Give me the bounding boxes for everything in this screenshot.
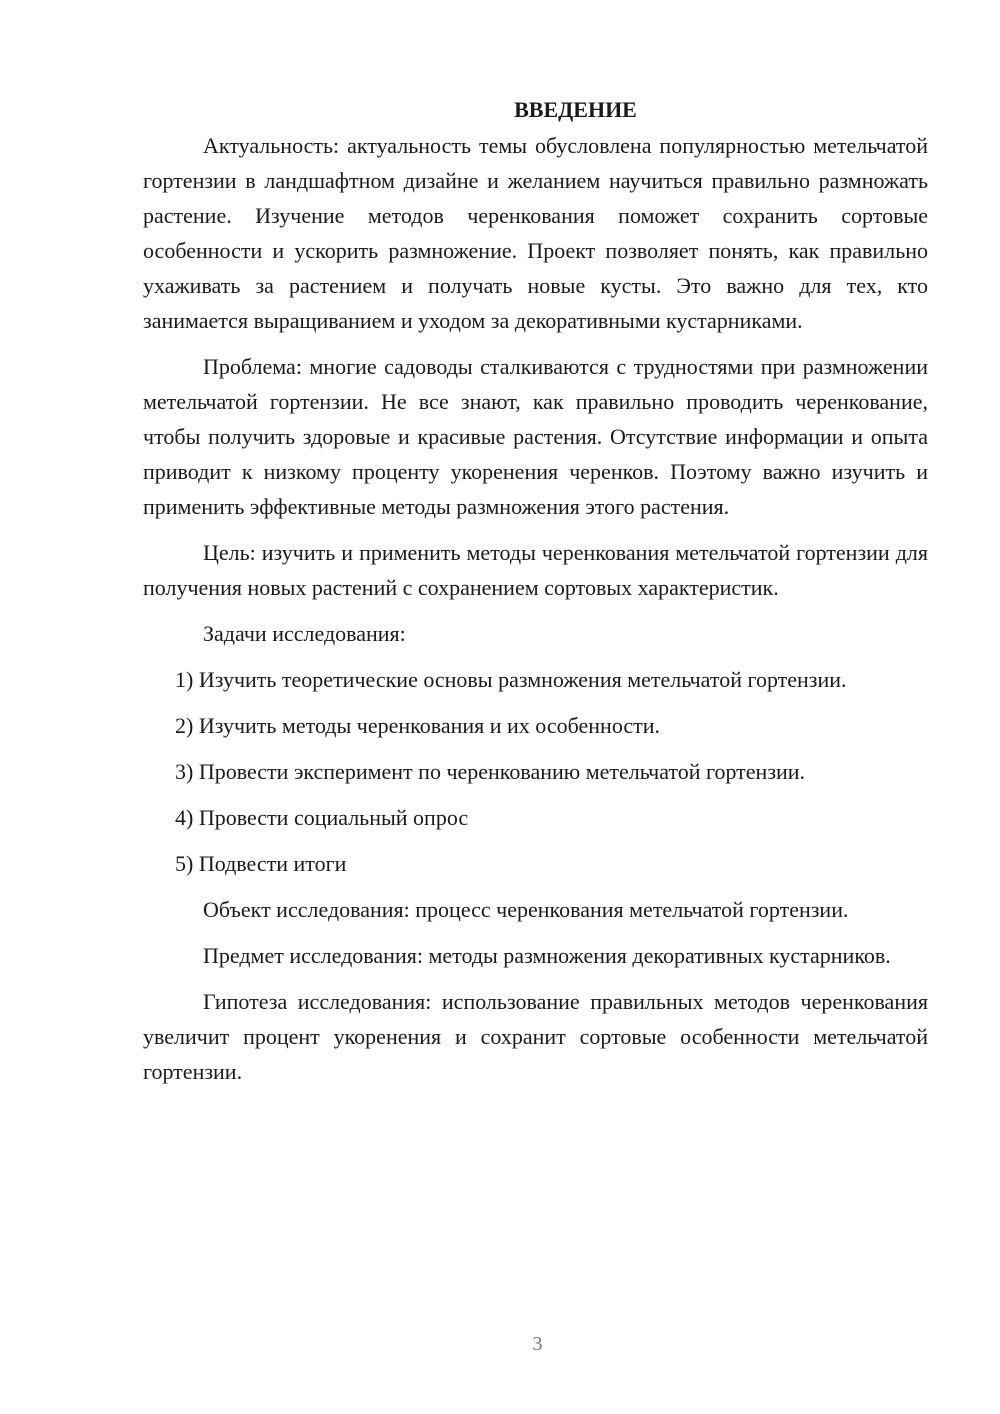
task-item-5: 5) Подвести итоги [175,851,347,876]
task-item-4: 4) Провести социальный опрос [175,805,469,830]
paragraph-relevance: Актуальность: актуальность темы обусловлена популярностью метельчатой гортензии в ландшафтном дизайне и желанием научиться правильно размножать растение. Изучение методов черенкования поможет сохранить сортовые особенности и ускорить размножение. Проект позволяет понять, как правильно ухаживать за растением и получать новые кусты. Это важно для тех, кто занимается выращиванием и уходом за декоративными кустарниками. [143,133,928,333]
document-page [143,92,928,1100]
page-number: 3 [532,1333,543,1355]
task-item-1: 1) Изучить теоретические основы размножения метельчатой гортензии. [175,667,847,692]
task-item-2: 2) Изучить методы черенкования и их особенности. [175,713,661,738]
section-heading: ВВЕДЕНИЕ [514,97,637,122]
paragraph-subject: Предмет исследования: методы размножения декоративных кустарников. [203,943,891,968]
paragraph-object: Объект исследования: процесс черенкования метельчатой гортензии. [203,897,849,922]
paragraph-problem: Проблема: многие садоводы сталкиваются с трудностями при размножении метельчатой гортензии. Не все знают, как правильно проводить черенкование, чтобы получить здоровые и красивые растения. Отсутствие информации и опыта приводит к низкому проценту укоренения черенков. Поэтому важно изучить и применить эффективные методы размножения этого растения. [143,354,928,519]
paragraph-goal: Цель: изучить и применить методы черенкования метельчатой гортензии для получения новых растений с сохранением сортовых характеристик. [143,540,928,600]
task-item-3: 3) Провести эксперимент по черенкованию метельчатой гортензии. [175,759,806,784]
paragraph-hypothesis: Гипотеза исследования: использование правильных методов черенкования увеличит процент укоренения и сохранит сортовые особенности метельчатой гортензии. [143,989,928,1084]
tasks-title: Задачи исследования: [203,621,406,646]
